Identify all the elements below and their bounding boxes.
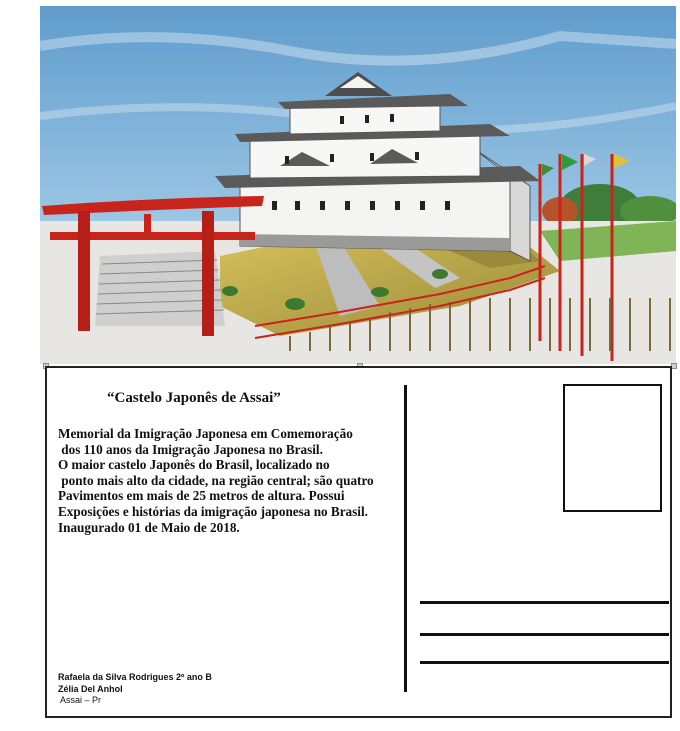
postcard-title: “Castelo Japonês de Assai” xyxy=(107,390,281,406)
address-line xyxy=(420,633,669,636)
body-line: ponto mais alto da cidade, na região central; são quatro xyxy=(58,472,374,488)
body-line: dos 110 anos da Imigração Japonesa no Brasil. xyxy=(58,441,323,457)
center-divider-line xyxy=(404,385,407,692)
address-line xyxy=(420,661,669,664)
postcard-back xyxy=(45,366,672,718)
body-line: O maior castelo Japonês do Brasil, localizado no xyxy=(58,457,330,473)
body-line: Exposições e histórias da imigração japonesa no Brasil. xyxy=(58,503,368,519)
address-line xyxy=(420,601,669,604)
body-line: Memorial da Imigração Japonesa em Comemoração xyxy=(58,426,353,441)
city-name: Assai – Pr xyxy=(58,695,102,705)
teacher-name: Zélia Del Anhol xyxy=(58,683,123,694)
postcard-body xyxy=(58,426,403,535)
stamp-box xyxy=(563,384,662,512)
body-line: Inaugurado 01 de Maio de 2018. xyxy=(58,519,240,535)
credits xyxy=(58,672,212,707)
castle-illustration xyxy=(40,6,676,364)
author-name: Rafaela da Silva Rodrigues 2º ano B xyxy=(58,672,212,682)
body-line: Pavimentos em mais de 25 metros de altura. Possui xyxy=(58,488,345,504)
